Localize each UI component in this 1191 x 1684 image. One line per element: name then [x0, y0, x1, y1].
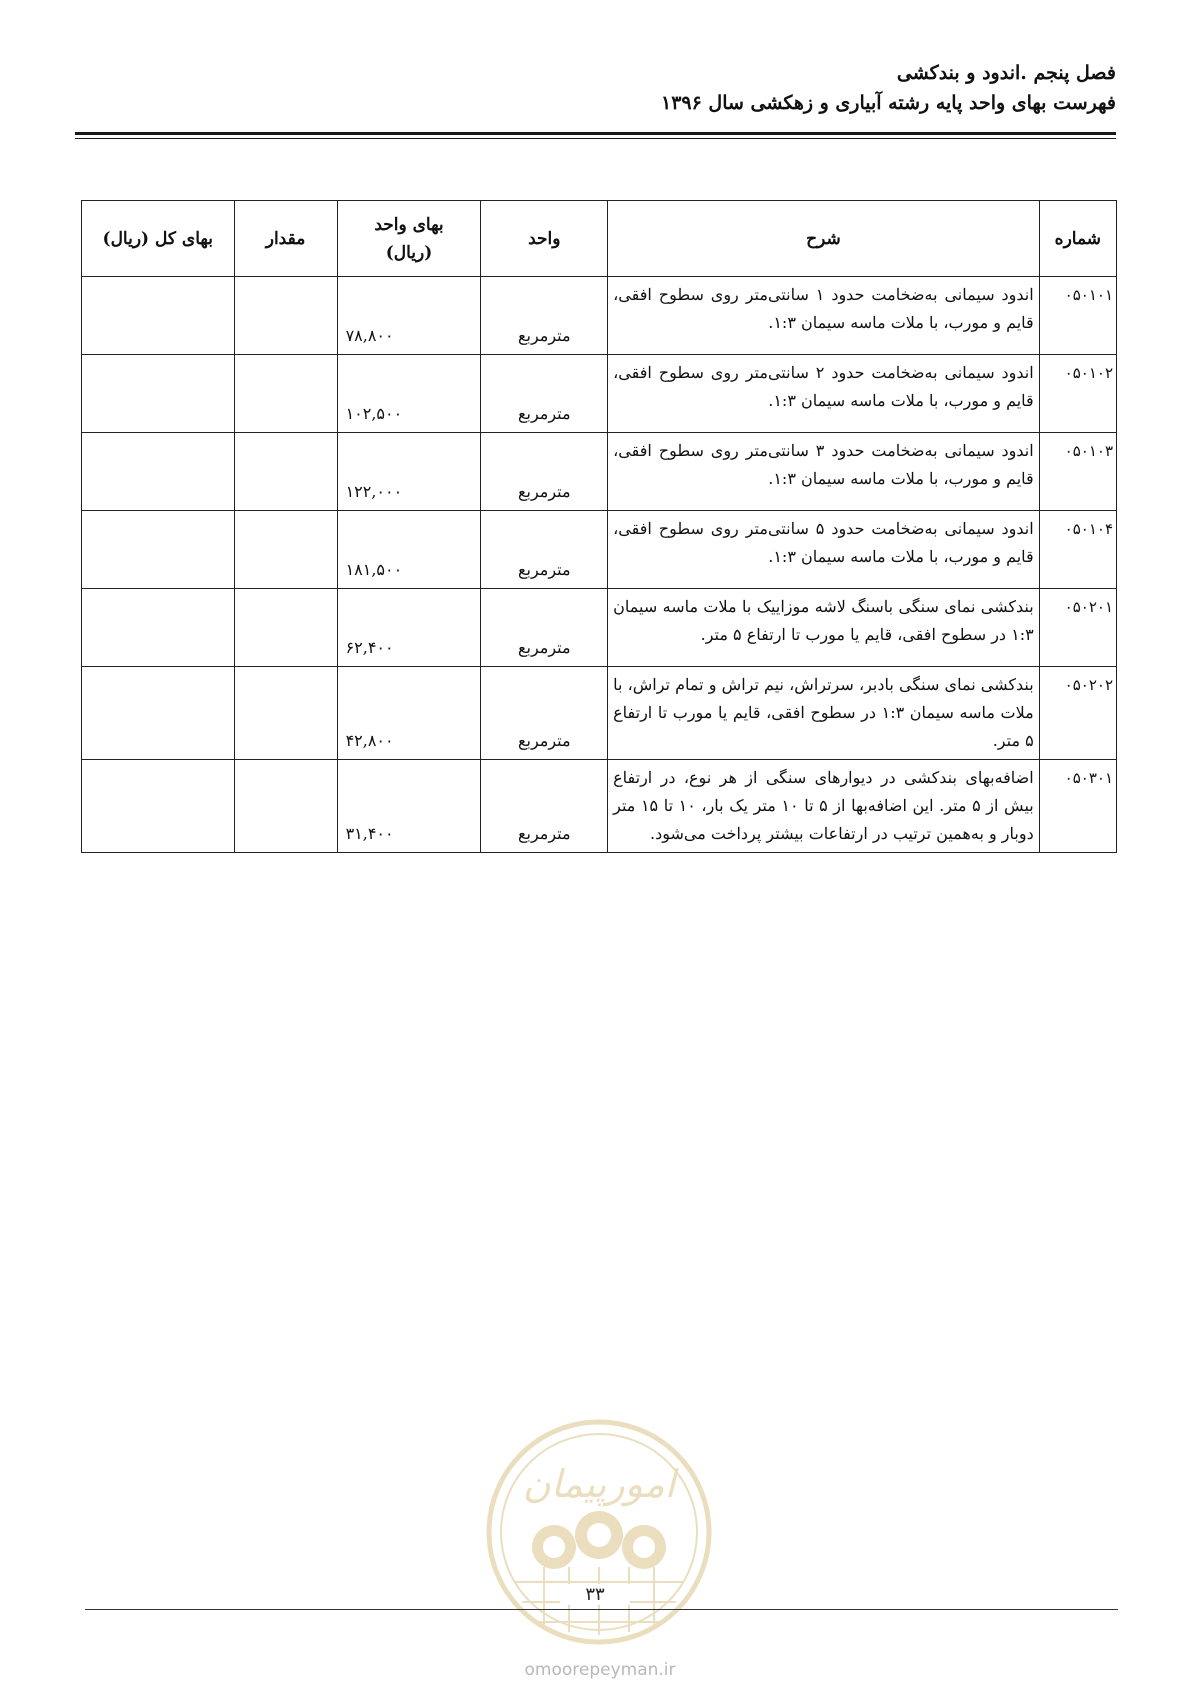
item-unit: مترمربع — [481, 667, 608, 760]
item-quantity — [234, 355, 337, 433]
table-row — [82, 277, 1117, 355]
document-title: فهرست بهای واحد پایه رشته آبیاری و زهکشی سال ۱۳۹۶ — [660, 92, 1116, 114]
column-header-unit-price — [337, 201, 481, 277]
table-row — [82, 760, 1117, 853]
table-row — [82, 667, 1117, 760]
item-description: اندود سیمانی به‌ضخامت حدود ۵ سانتی‌متر روی سطوح افقی، قایم و مورب، با ملات ماسه سیمان ۱:۳. — [608, 511, 1040, 589]
column-header-unit: واحد — [481, 201, 608, 277]
column-header-number: شماره — [1039, 201, 1116, 277]
item-quantity — [234, 511, 337, 589]
table-header-row — [82, 201, 1117, 277]
table-row — [82, 433, 1117, 511]
item-total-price — [82, 760, 235, 853]
page-number: ۳۳ — [560, 1584, 630, 1605]
item-unit-price: ۱۸۱,۵۰۰ — [337, 511, 481, 589]
item-unit: مترمربع — [481, 760, 608, 853]
item-unit-price: ۱۰۲,۵۰۰ — [337, 355, 481, 433]
item-unit-price: ۳۱,۴۰۰ — [337, 760, 481, 853]
item-total-price — [82, 277, 235, 355]
item-description: اندود سیمانی به‌ضخامت حدود ۲ سانتی‌متر روی سطوح افقی، قایم و مورب، با ملات ماسه سیمان ۱:۳. — [608, 355, 1040, 433]
item-unit: مترمربع — [481, 433, 608, 511]
item-quantity — [234, 589, 337, 667]
item-number: ۰۵۰۳۰۱ — [1039, 760, 1116, 853]
item-unit: مترمربع — [481, 355, 608, 433]
item-unit-price: ۷۸,۸۰۰ — [337, 277, 481, 355]
item-unit: مترمربع — [481, 277, 608, 355]
column-header-description: شرح — [608, 201, 1040, 277]
item-quantity — [234, 433, 337, 511]
watermark-seal-logo — [484, 1417, 714, 1647]
footer-rule — [85, 1609, 1118, 1610]
price-table-container — [81, 200, 1117, 853]
item-number: ۰۵۰۲۰۱ — [1039, 589, 1116, 667]
item-description: اضافه‌بهای بندکشی در دیوارهای سنگی از هر نوع، در ارتفاع بیش از ۵ متر. این اضافه‌بها از ۵ تا ۱۰ متر یک بار، ۱۰ تا ۱۵ متر دوبار و به‌همین ترتیب در ارتفاعات بیشتر پرداخت می‌شود. — [608, 760, 1040, 853]
item-quantity — [234, 667, 337, 760]
header-rule-thin — [75, 138, 1116, 139]
item-quantity — [234, 277, 337, 355]
item-total-price — [82, 589, 235, 667]
item-unit-price: ۶۲,۴۰۰ — [337, 589, 481, 667]
item-number: ۰۵۰۱۰۱ — [1039, 277, 1116, 355]
item-total-price — [82, 355, 235, 433]
item-description: بندکشی نمای سنگی باسنگ لاشه موزاییک با ملات ماسه سیمان ۱:۳ در سطوح افقی، قایم یا مورب تا ارتفاع ۵ متر. — [608, 589, 1040, 667]
item-number: ۰۵۰۱۰۲ — [1039, 355, 1116, 433]
column-header-quantity: مقدار — [234, 201, 337, 277]
column-header-total-price: بهای کل (ریال) — [82, 201, 235, 277]
table-row — [82, 511, 1117, 589]
item-total-price — [82, 667, 235, 760]
item-unit: مترمربع — [481, 589, 608, 667]
chapter-title: فصل پنجم .اندود و بندکشی — [896, 62, 1116, 84]
svg-text:امورپیمان: امورپیمان — [522, 1462, 676, 1506]
item-quantity — [234, 760, 337, 853]
item-description: بندکشی نمای سنگی بادبر، سرتراش، نیم تراش و تمام تراش، با ملات ماسه سیمان ۱:۳ در سطوح افقی، قایم یا مورب تا ارتفاع ۵ متر. — [608, 667, 1040, 760]
item-number: ۰۵۰۱۰۴ — [1039, 511, 1116, 589]
item-description: اندود سیمانی به‌ضخامت حدود ۳ سانتی‌متر روی سطوح افقی، قایم و مورب، با ملات ماسه سیمان ۱:۳. — [608, 433, 1040, 511]
item-description: اندود سیمانی به‌ضخامت حدود ۱ سانتی‌متر روی سطوح افقی، قایم و مورب، با ملات ماسه سیمان ۱:۳. — [608, 277, 1040, 355]
item-number: ۰۵۰۱۰۳ — [1039, 433, 1116, 511]
item-unit: مترمربع — [481, 511, 608, 589]
page-header — [76, 58, 1116, 118]
unit-price-label: بهای واحد — [374, 214, 444, 235]
table-row — [82, 589, 1117, 667]
unit-price-currency: (ریال) — [385, 242, 433, 263]
item-unit-price: ۴۲,۸۰۰ — [337, 667, 481, 760]
price-table — [81, 200, 1117, 853]
watermark-website: omoorepeyman.ir — [524, 1660, 676, 1680]
item-unit-price: ۱۲۲,۰۰۰ — [337, 433, 481, 511]
item-number: ۰۵۰۲۰۲ — [1039, 667, 1116, 760]
header-rule-thick — [75, 132, 1116, 135]
item-total-price — [82, 433, 235, 511]
item-total-price — [82, 511, 235, 589]
table-row — [82, 355, 1117, 433]
